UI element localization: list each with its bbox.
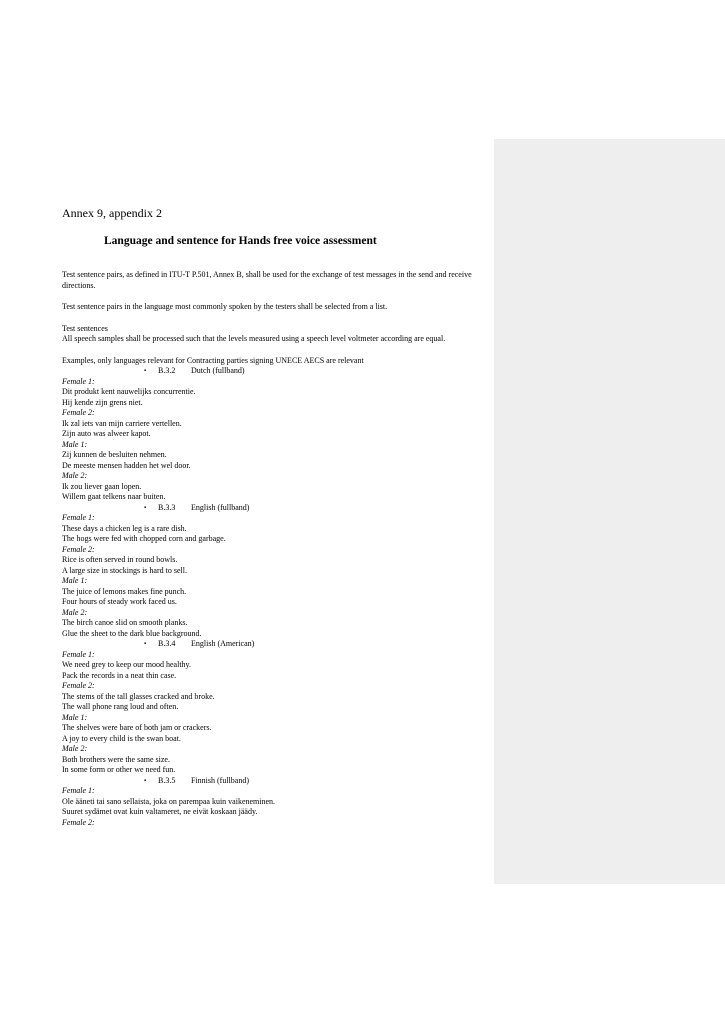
sentence-line: Willem gaat telkens naar buiten.: [62, 492, 166, 501]
sentence-line: De meeste mensen hadden het wel door.: [62, 460, 191, 470]
section-number: B.3.3: [158, 502, 176, 512]
page-title: Language and sentence for Hands free voice assessment: [104, 235, 377, 247]
document-body: [62, 270, 492, 828]
sentence-line: Rice is often served in round bowls.: [62, 555, 178, 564]
bullet-icon: ▪: [144, 777, 147, 784]
language-sections: [62, 366, 492, 828]
sentence-line: The birch canoe slid on smooth planks.: [62, 618, 188, 627]
section-number: B.3.5: [158, 775, 176, 785]
sentence-line: The wall phone rang loud and often.: [62, 702, 179, 711]
sentence-line: The stems of the tall glasses cracked and broke.: [62, 691, 215, 701]
section-heading: [62, 639, 492, 650]
test-sentences-heading: Test sentences: [62, 323, 108, 333]
sentence-line: A joy to every child is the swan boat.: [62, 733, 181, 743]
sentence-line: In some form or other we need fun.: [62, 765, 176, 774]
speaker-label: Female 1:: [62, 786, 95, 795]
section-language: English (American): [191, 639, 255, 648]
sentence-line: The shelves were bare of both jam or crackers.: [62, 723, 212, 732]
speaker-label: Male 1:: [62, 576, 88, 585]
sentence-line: Ik zou liever gaan lopen.: [62, 481, 142, 491]
sentence-line: Ik zal iets van mijn carriere vertellen.: [62, 418, 182, 428]
speaker-label: Male 2:: [62, 471, 88, 480]
section-language: English (fullband): [191, 502, 250, 512]
sentence-line: A large size in stockings is hard to sell.: [62, 565, 187, 575]
sentence-line: Both brothers were the same size.: [62, 754, 170, 764]
speaker-label: Female 2:: [62, 681, 95, 690]
speaker-label: Female 2:: [62, 817, 95, 827]
bullet-icon: ▪: [144, 368, 147, 374]
speaker-label: Female 1:: [62, 376, 95, 386]
speaker-label: Male 1:: [62, 439, 88, 449]
sentence-line: These days a chicken leg is a rare dish.: [62, 523, 187, 533]
sentence-line: The hogs were fed with chopped corn and garbage.: [62, 534, 226, 543]
comment-pane: [494, 139, 725, 884]
bullet-icon: ▪: [144, 641, 147, 647]
section-language: Finnish (fullband): [191, 775, 249, 785]
test-sentences-text: All speech samples shall be processed such that the levels measured using a speech level voltmeter according are equal.: [62, 334, 446, 343]
speaker-label: Male 2:: [62, 607, 88, 617]
sentence-line: Glue the sheet to the dark blue background.: [62, 628, 202, 638]
sentence-line: Suuret sydämet ovat kuin valtameret, ne eivät koskaan jäädy.: [62, 807, 258, 816]
section-heading: [62, 503, 492, 514]
sentence-line: Zijn auto was alweer kapot.: [62, 429, 151, 438]
sentence-line: The juice of lemons makes fine punch.: [62, 586, 187, 596]
section-number: B.3.2: [158, 366, 176, 375]
sentence-line: Dit produkt kent nauwelijks concurrentie.: [62, 387, 196, 396]
sentence-line: Ole ääneti tai sano sellaista, joka on parempaa kuin vaikeneminen.: [62, 796, 276, 806]
bullet-icon: ▪: [144, 504, 147, 511]
speaker-label: Female 1:: [62, 649, 95, 659]
speaker-label: Male 1:: [62, 712, 88, 722]
sentence-line: Zij kunnen de besluiten nehmen.: [62, 450, 167, 459]
annex-heading: Annex 9, appendix 2: [62, 206, 162, 220]
section-heading: [62, 366, 492, 377]
speaker-label: Female 1:: [62, 513, 95, 522]
sentence-line: Pack the records in a neat thin case.: [62, 670, 177, 680]
sentence-line: Four hours of steady work faced us.: [62, 597, 177, 606]
section-number: B.3.4: [158, 639, 176, 648]
speaker-label: Female 2:: [62, 408, 95, 417]
speaker-label: Male 2:: [62, 744, 88, 753]
section-heading: [62, 776, 492, 787]
examples-text: Examples, only languages relevant for Contracting parties signing UNECE AECS are relevant: [62, 355, 364, 365]
intro-paragraph-2: Test sentence pairs in the language most commonly spoken by the testers shall be selected from a list.: [62, 302, 388, 311]
section-language: Dutch (fullband): [191, 366, 245, 375]
sentence-line: Hij kende zijn grens niet.: [62, 397, 143, 407]
intro-paragraph-1: Test sentence pairs, as defined in ITU-T P.501, Annex B, shall be used for the exchange of test messages in the send and receive directions.: [62, 270, 472, 290]
speaker-label: Female 2:: [62, 544, 95, 554]
sentence-line: We need grey to keep our mood healthy.: [62, 660, 192, 669]
